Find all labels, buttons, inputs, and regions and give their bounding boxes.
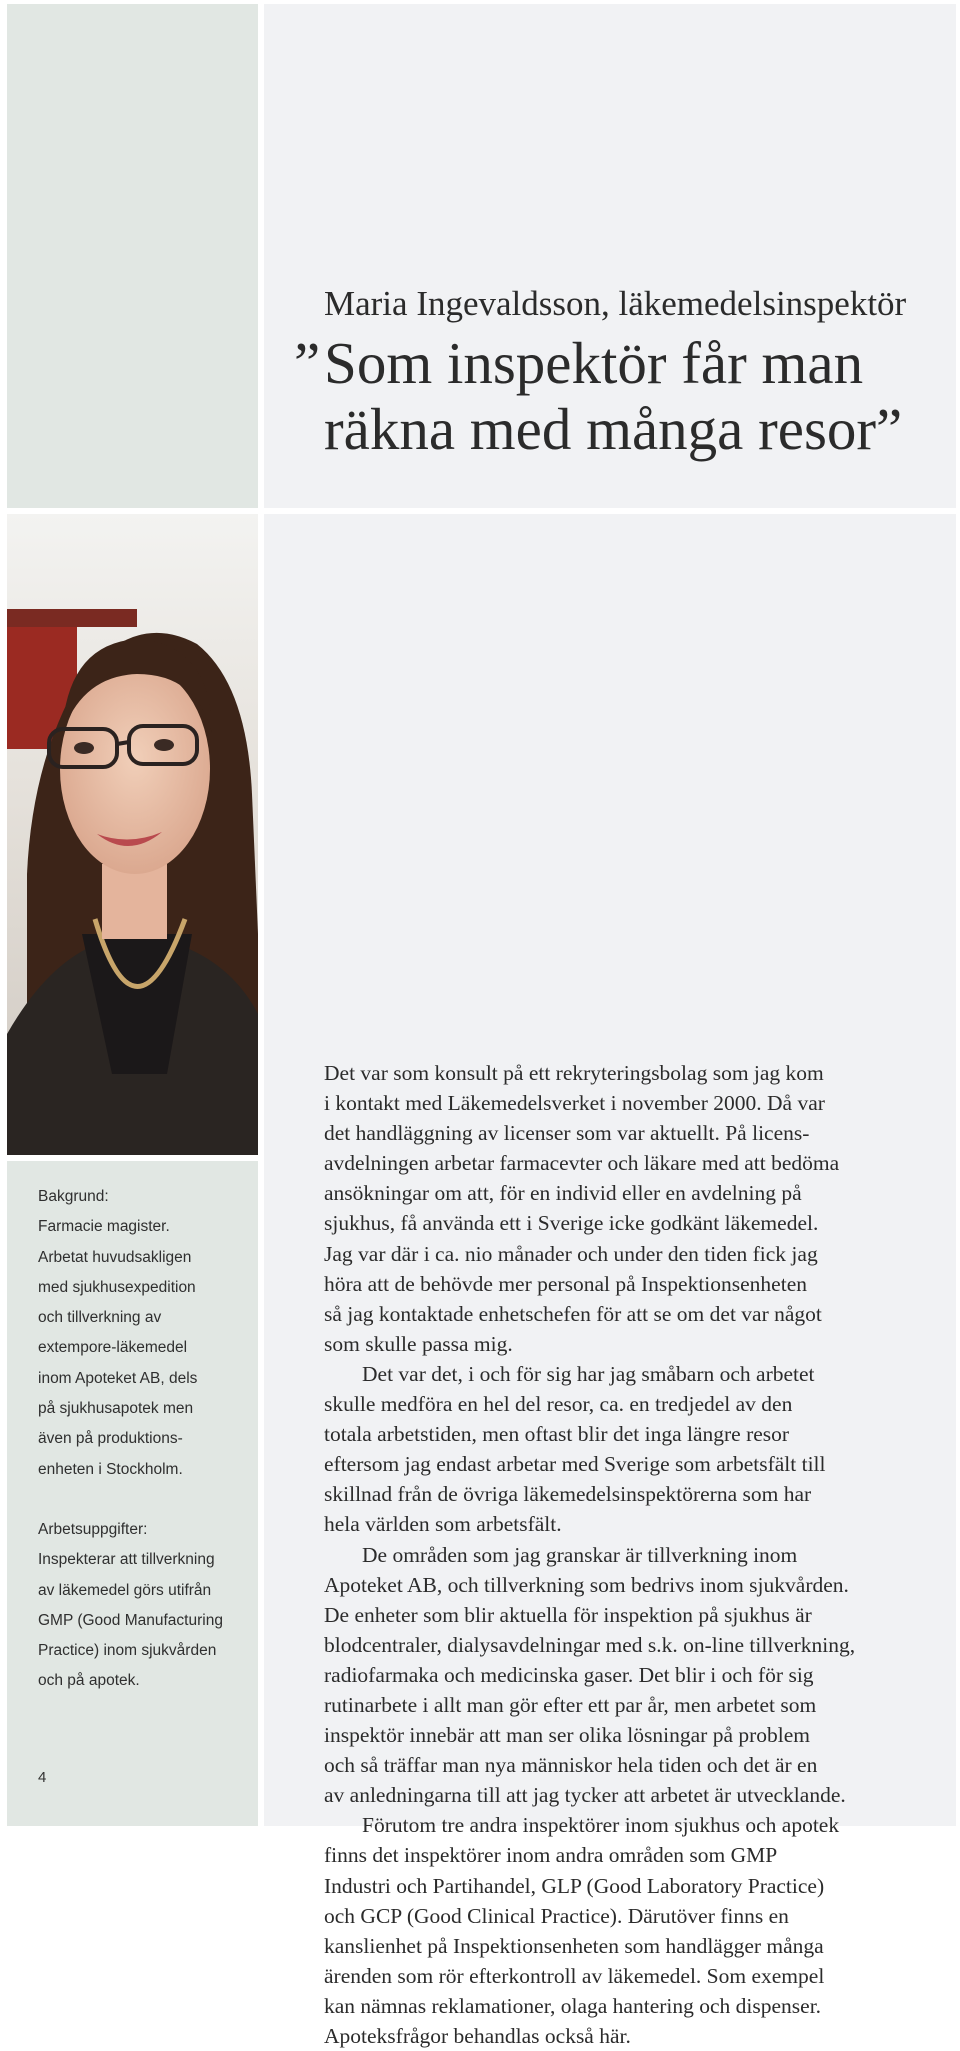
- body-line: Det var det, i och för sig har jag småbarn och arbetet: [362, 1361, 815, 1386]
- body-line: Apoteket AB, och tillverkning som bedrivs inom sjukvården.: [324, 1572, 849, 1597]
- body-line: De områden som jag granskar är tillverkning inom: [362, 1542, 798, 1567]
- portrait-photo: [7, 514, 258, 1155]
- body-line: kan nämnas reklamationer, olaga hantering och dispenser.: [324, 1993, 822, 2018]
- title-panel: [264, 4, 956, 508]
- body-line: Jag var där i ca. nio månader och under den tiden fick jag: [324, 1241, 818, 1266]
- article-body-panel: [264, 514, 956, 2048]
- tasks-line: Practice) inom sjukvården: [38, 1642, 217, 1660]
- background-heading: Bakgrund:: [38, 1188, 109, 1205]
- tasks-heading: Arbetsuppgifter:: [38, 1520, 148, 1538]
- body-line: eftersom jag endast arbetar med Sverige som arbetsfält till: [324, 1452, 826, 1477]
- body-line: så jag kontaktade enhetschefen för att se om det var något: [324, 1301, 822, 1326]
- body-line: finns det inspektörer inom andra områden som GMP: [324, 1843, 778, 1868]
- background-line: även på produktions-: [38, 1430, 183, 1448]
- page-number: 4: [38, 1769, 47, 1786]
- background-line: Farmacie magister.: [38, 1218, 170, 1236]
- body-line: kanslienhet på Inspektionsenheten som handlägger många: [324, 1933, 824, 1958]
- sidebar-panel: [7, 1161, 258, 1826]
- body-line: blodcentraler, dialysavdelningar med s.k. on-line tillverkning,: [324, 1632, 856, 1657]
- body-line: radiofarmaka och medicinska gaser. Det blir i och för sig: [324, 1662, 814, 1687]
- body-line: Apoteksfrågor behandlas också här.: [324, 2024, 631, 2048]
- background-line: enheten i Stockholm.: [38, 1460, 183, 1478]
- headline-line: Som inspektör får man: [324, 330, 864, 396]
- tasks-line: av läkemedel görs utifrån: [38, 1581, 212, 1599]
- background-line: på sjukhusapotek men: [38, 1400, 194, 1418]
- body-line: skulle medföra en hel del resor, ca. en tredjedel av den: [324, 1392, 793, 1417]
- body-line: av anledningarna till att jag tycker att arbetet är utvecklande.: [324, 1783, 846, 1808]
- article-subtitle: Maria Ingevaldsson, läkemedelsinspektör: [324, 284, 907, 323]
- headline-line: räkna med många resor”: [324, 396, 903, 462]
- sidebar-facts: [38, 1182, 248, 1697]
- tasks-line: Inspekterar att tillverkning: [38, 1551, 215, 1569]
- body-line: rutinarbete i allt man gör efter ett par år, men arbetet som: [324, 1692, 817, 1717]
- body-line: De enheter som blir aktuella för inspektion på sjukhus är: [324, 1602, 812, 1627]
- body-line: ansökningar om att, för en individ eller en avdelning på: [324, 1181, 802, 1206]
- body-line: Industri och Partihandel, GLP (Good Laboratory Practice): [324, 1873, 825, 1898]
- headline-open-quote: ”: [294, 330, 321, 396]
- article-body: [324, 1058, 924, 2051]
- body-line: inspektör innebär att man ser olika lösningar på problem: [324, 1723, 811, 1748]
- body-line: det handläggning av licenser som var aktuellt. På licens-: [324, 1121, 810, 1146]
- portrait-image: [7, 514, 258, 1155]
- tasks-line: GMP (Good Manufacturing: [38, 1611, 223, 1629]
- body-line: ärenden som rör efterkontroll av läkemedel. Som exempel: [324, 1963, 825, 1988]
- body-line: skillnad från de övriga läkemedelsinspektörerna som har: [324, 1482, 812, 1507]
- body-line: och GCP (Good Clinical Practice). Därutöver finns en: [324, 1903, 789, 1928]
- sidebar-spacer: [38, 1485, 248, 1515]
- background-line: extempore-läkemedel: [38, 1339, 188, 1357]
- tasks-line: och på apotek.: [38, 1672, 140, 1690]
- body-line: och så träffar man nya människor hela tiden och det är en: [324, 1753, 818, 1778]
- body-line: sjukhus, få använda ett i Sverige icke godkänt läkemedel.: [324, 1211, 819, 1236]
- background-line: och tillverkning av: [38, 1309, 162, 1327]
- background-line: inom Apoteket AB, dels: [38, 1369, 198, 1387]
- body-line: Det var som konsult på ett rekryteringsbolag som jag kom: [324, 1061, 824, 1085]
- body-line: höra att de behövde mer personal på Inspektionsenheten: [324, 1271, 807, 1296]
- background-line: Arbetat huvudsakligen: [38, 1248, 192, 1266]
- body-line: totala arbetstiden, men oftast blir det inga längre resor: [324, 1422, 790, 1447]
- body-line: i kontakt med Läkemedelsverket i november 2000. Då var: [324, 1091, 825, 1116]
- body-line: avdelningen arbetar farmacevter och läkare med att bedöma: [324, 1151, 840, 1176]
- body-line: hela världen som arbetsfält.: [324, 1512, 562, 1537]
- background-line: med sjukhusexpedition: [38, 1278, 196, 1296]
- article-headline: [294, 330, 903, 462]
- body-line: Förutom tre andra inspektörer inom sjukhus och apotek: [362, 1813, 840, 1838]
- body-line: som skulle passa mig.: [324, 1331, 513, 1356]
- left-top-panel: [7, 4, 258, 508]
